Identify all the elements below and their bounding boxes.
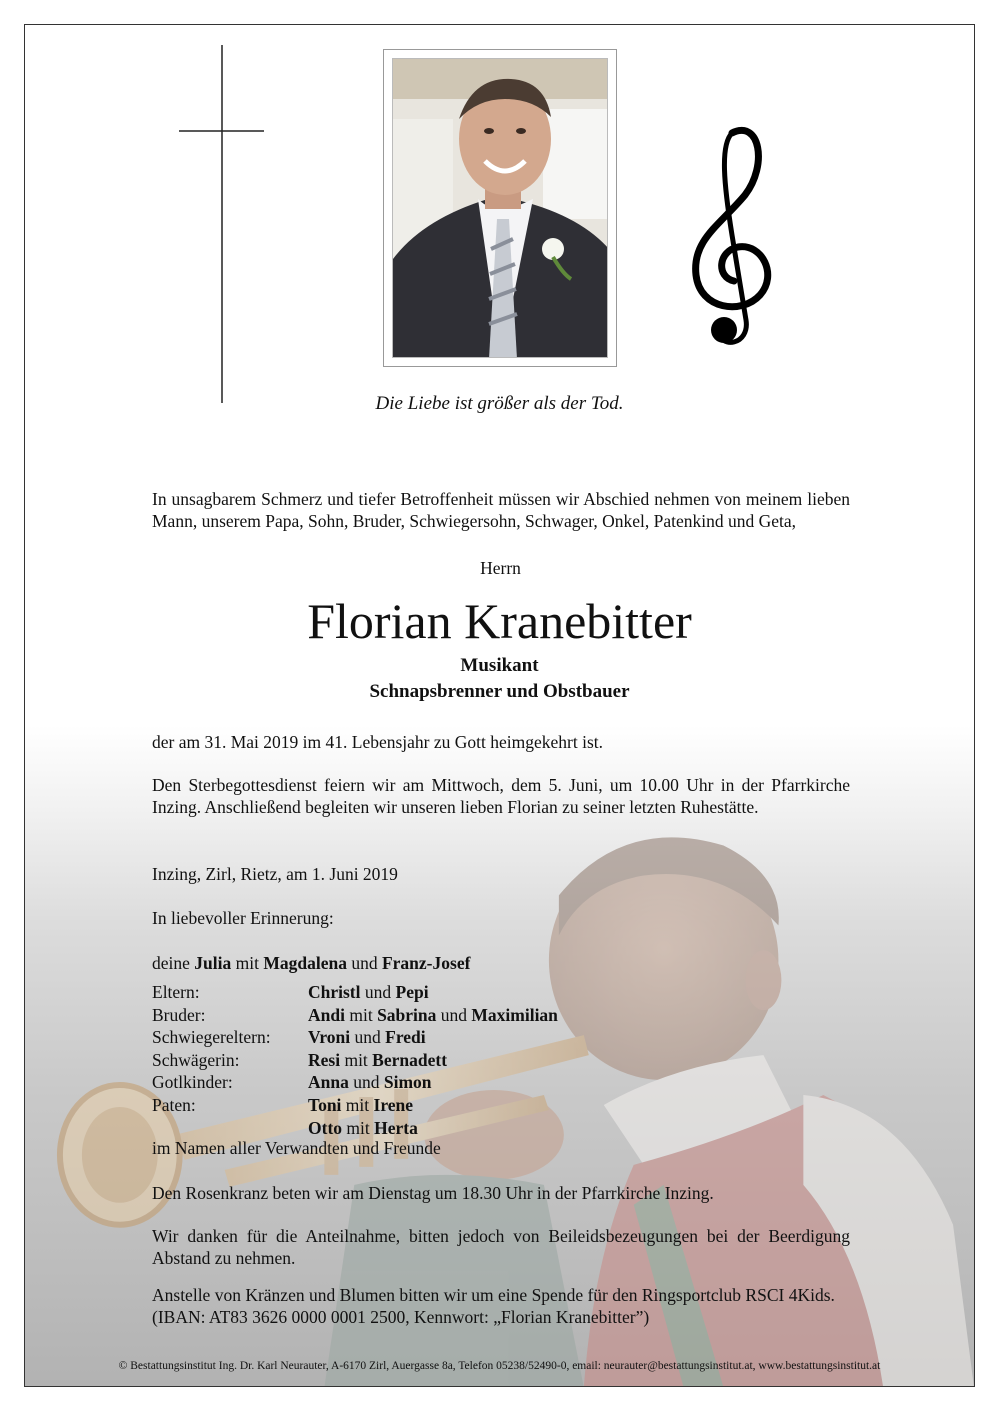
footer-imprint: © Bestattungsinstitut Ing. Dr. Karl Neurauter, A-6170 Zirl, Auergasse 8a, Telefon 05238/52490-0, email: neurauter@bestattungsinstitut.at, www.bestattungsinstitut.at (118, 1360, 881, 1372)
title-musikant: Musikant (460, 655, 539, 676)
relatives-row (152, 981, 558, 1004)
relative-name: Simon (383, 1072, 432, 1093)
salutation: Herrn (480, 558, 521, 578)
relatives-names (308, 1049, 447, 1072)
connector-word: mit (341, 1094, 374, 1115)
service-text: Den Sterbegottesdienst feiern wir am Mittwoch, dem 5. Juni, um 10.00 Uhr in der Pfarrkirche Inzing. Anschließend begleiten wir unseren lieben Florian zu seiner letzten Ruhestätte. (152, 775, 850, 817)
place-date: Inzing, Zirl, Rietz, am 1. Juni 2019 (152, 864, 398, 884)
connector-word: mit (340, 1049, 373, 1070)
relatives-label: Schwägerin: (152, 1049, 240, 1070)
relative-name: Resi (308, 1049, 341, 1070)
memory-line: In liebevoller Erinnerung: (152, 908, 334, 928)
relatives-label: Gotlkinder: (152, 1072, 233, 1093)
relatives-names (308, 1026, 426, 1049)
relatives-label: Paten: (152, 1094, 196, 1115)
relatives-names (308, 1117, 418, 1140)
relatives-label (152, 1117, 308, 1140)
relatives-closing: im Namen aller Verwandten und Freunde (152, 1138, 441, 1158)
relatives-row (152, 1026, 558, 1049)
relatives-row (152, 1094, 558, 1117)
connector-word: mit (342, 1117, 375, 1138)
relatives-names (308, 1094, 413, 1117)
relative-name: Toni (308, 1094, 342, 1115)
relatives-row (152, 1071, 558, 1094)
relatives-names (308, 1071, 432, 1094)
relative-name: Otto (308, 1117, 343, 1138)
connector-word: mit (344, 1004, 378, 1025)
family-name: Franz-Josef (381, 953, 471, 973)
relatives-row (152, 1049, 558, 1072)
death-line: der am 31. Mai 2019 im 41. Lebensjahr zu Gott heimgekehrt ist. (152, 732, 604, 752)
relative-name: Sabrina (377, 1004, 437, 1025)
family-line (152, 952, 850, 974)
relative-name: Irene (373, 1094, 414, 1115)
relative-name: Christl (308, 982, 361, 1002)
connector-word: und (360, 982, 396, 1002)
connector-word: und (350, 1027, 386, 1048)
family-word: deine (152, 953, 190, 973)
relatives-row (152, 1117, 558, 1140)
relatives-names (308, 981, 429, 1004)
portrait-photo (383, 49, 617, 367)
connector-word: und (436, 1004, 472, 1025)
family-word: mit (235, 953, 259, 973)
motto: Die Liebe ist größer als der Tod. (375, 393, 624, 414)
donation-details: (IBAN: AT83 3626 0000 0001 2500, Kennwort: „Florian Kranebitter”) (152, 1307, 650, 1327)
cross-icon (175, 45, 265, 405)
relatives-names (308, 1004, 558, 1027)
rosary-text: Den Rosenkranz beten wir am Dienstag um 18.30 Uhr in der Pfarrkirche Inzing. (152, 1183, 714, 1203)
obituary-card (24, 24, 975, 1387)
thanks-text: Wir danken für die Anteilnahme, bitten jedoch von Beileidsbezeugungen bei der Beerdigung Abstand zu nehmen. (152, 1226, 850, 1268)
relative-name: Andi (308, 1004, 345, 1025)
relatives-row (152, 1004, 558, 1027)
donation-text: Anstelle von Kränzen und Blumen bitten wir um eine Spende für den Ringsportclub RSCI 4Kids. (152, 1285, 835, 1305)
intro-text: In unsagbarem Schmerz und tiefer Betroffenheit müssen wir Abschied nehmen von meinem lieben Mann, unserem Papa, Sohn, Bruder, Schwiegersohn, Schwager, Onkel, Patenkind und Geta, (152, 489, 850, 531)
relatives-label: Schwiegereltern: (152, 1027, 271, 1048)
relative-name: Maximilian (471, 1004, 558, 1025)
family-word: und (351, 953, 378, 973)
portrait-image (393, 59, 608, 358)
relatives-label: Eltern: (152, 982, 200, 1002)
treble-clef-icon (690, 125, 780, 355)
deceased-name: Florian Kranebitter (307, 593, 692, 649)
relatives-label: Bruder: (152, 1004, 206, 1025)
relative-name: Pepi (395, 982, 429, 1002)
family-name: Julia (194, 953, 232, 973)
family-name: Magdalena (263, 953, 347, 973)
relative-name: Vroni (308, 1027, 351, 1048)
relative-name: Herta (374, 1117, 418, 1138)
title-occupation: Schnapsbrenner und Obstbauer (369, 681, 630, 702)
relative-name: Anna (308, 1072, 349, 1093)
connector-word: und (348, 1072, 384, 1093)
relatives-list (152, 981, 558, 1139)
relative-name: Fredi (385, 1027, 426, 1048)
relative-name: Bernadett (372, 1049, 448, 1070)
